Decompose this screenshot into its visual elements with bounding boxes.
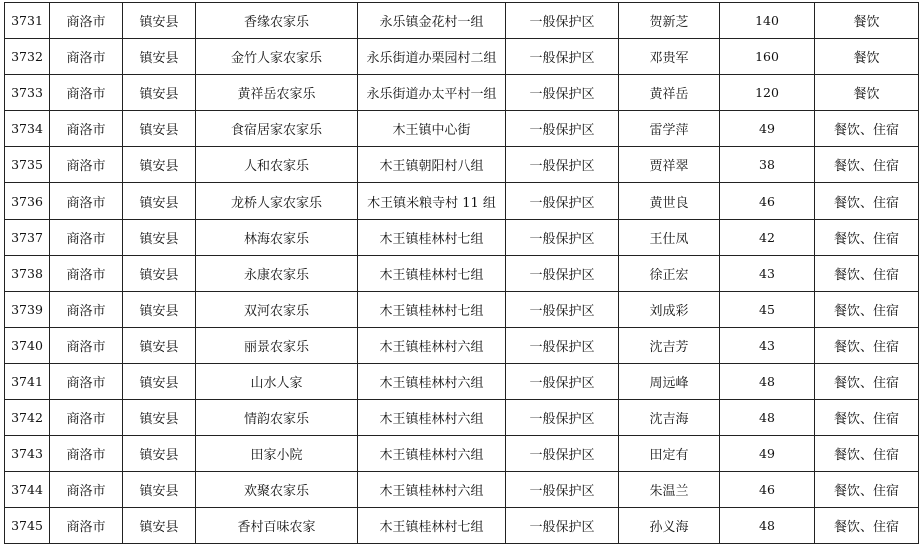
cell-owner-name: 孙义海 (619, 508, 720, 544)
cell-city: 商洛市 (50, 183, 123, 219)
cell-serial-number: 3734 (5, 111, 50, 147)
cell-city: 商洛市 (50, 363, 123, 399)
cell-city: 商洛市 (50, 327, 123, 363)
cell-capacity: 48 (720, 400, 815, 436)
cell-serial-number: 3736 (5, 183, 50, 219)
cell-address: 木王镇桂林村六组 (358, 472, 506, 508)
cell-address: 木王镇中心街 (358, 111, 506, 147)
table-row (5, 327, 919, 363)
cell-service-type: 餐饮、住宿 (815, 363, 919, 399)
cell-capacity: 49 (720, 111, 815, 147)
cell-protection-zone: 一般保护区 (506, 111, 619, 147)
cell-city: 商洛市 (50, 291, 123, 327)
cell-protection-zone: 一般保护区 (506, 436, 619, 472)
cell-serial-number: 3741 (5, 363, 50, 399)
cell-county: 镇安县 (123, 508, 196, 544)
cell-protection-zone: 一般保护区 (506, 363, 619, 399)
cell-service-type: 餐饮 (815, 75, 919, 111)
cell-address: 木王镇桂林村六组 (358, 327, 506, 363)
table-row (5, 183, 919, 219)
cell-capacity: 46 (720, 472, 815, 508)
cell-business-name: 金竹人家农家乐 (196, 39, 358, 75)
farmhouse-registry-table (4, 2, 919, 544)
cell-serial-number: 3731 (5, 3, 50, 39)
cell-city: 商洛市 (50, 436, 123, 472)
cell-business-name: 山水人家 (196, 363, 358, 399)
cell-city: 商洛市 (50, 219, 123, 255)
cell-county: 镇安县 (123, 3, 196, 39)
table-row (5, 400, 919, 436)
cell-owner-name: 徐正宏 (619, 255, 720, 291)
cell-protection-zone: 一般保护区 (506, 219, 619, 255)
cell-capacity: 43 (720, 327, 815, 363)
cell-business-name: 香村百味农家 (196, 508, 358, 544)
cell-county: 镇安县 (123, 255, 196, 291)
cell-county: 镇安县 (123, 219, 196, 255)
cell-business-name: 人和农家乐 (196, 147, 358, 183)
cell-county: 镇安县 (123, 111, 196, 147)
cell-county: 镇安县 (123, 39, 196, 75)
cell-serial-number: 3737 (5, 219, 50, 255)
cell-capacity: 48 (720, 363, 815, 399)
cell-city: 商洛市 (50, 111, 123, 147)
cell-capacity: 49 (720, 436, 815, 472)
cell-business-name: 林海农家乐 (196, 219, 358, 255)
cell-address: 木王镇桂林村六组 (358, 400, 506, 436)
table-row (5, 39, 919, 75)
cell-owner-name: 黄世良 (619, 183, 720, 219)
cell-owner-name: 朱温兰 (619, 472, 720, 508)
cell-owner-name: 贾祥翠 (619, 147, 720, 183)
cell-business-name: 龙桥人家农家乐 (196, 183, 358, 219)
cell-county: 镇安县 (123, 472, 196, 508)
cell-city: 商洛市 (50, 255, 123, 291)
cell-service-type: 餐饮、住宿 (815, 508, 919, 544)
cell-address: 木王镇桂林村七组 (358, 508, 506, 544)
cell-protection-zone: 一般保护区 (506, 400, 619, 436)
cell-service-type: 餐饮、住宿 (815, 147, 919, 183)
cell-owner-name: 沈吉芳 (619, 327, 720, 363)
cell-protection-zone: 一般保护区 (506, 255, 619, 291)
cell-county: 镇安县 (123, 363, 196, 399)
cell-serial-number: 3732 (5, 39, 50, 75)
cell-protection-zone: 一般保护区 (506, 327, 619, 363)
cell-business-name: 黄祥岳农家乐 (196, 75, 358, 111)
table-row (5, 472, 919, 508)
table-row (5, 3, 919, 39)
cell-protection-zone: 一般保护区 (506, 75, 619, 111)
cell-protection-zone: 一般保护区 (506, 3, 619, 39)
cell-address: 木王镇桂林村六组 (358, 363, 506, 399)
cell-serial-number: 3738 (5, 255, 50, 291)
cell-serial-number: 3735 (5, 147, 50, 183)
cell-protection-zone: 一般保护区 (506, 508, 619, 544)
cell-service-type: 餐饮、住宿 (815, 436, 919, 472)
cell-service-type: 餐饮 (815, 39, 919, 75)
cell-capacity: 38 (720, 147, 815, 183)
cell-service-type: 餐饮、住宿 (815, 111, 919, 147)
table-row (5, 75, 919, 111)
table-row (5, 291, 919, 327)
cell-owner-name: 田定有 (619, 436, 720, 472)
cell-service-type: 餐饮、住宿 (815, 255, 919, 291)
cell-city: 商洛市 (50, 3, 123, 39)
cell-protection-zone: 一般保护区 (506, 183, 619, 219)
cell-service-type: 餐饮、住宿 (815, 400, 919, 436)
cell-business-name: 欢聚农家乐 (196, 472, 358, 508)
cell-owner-name: 邓贵军 (619, 39, 720, 75)
cell-county: 镇安县 (123, 400, 196, 436)
cell-address: 永乐街道办太平村一组 (358, 75, 506, 111)
cell-serial-number: 3743 (5, 436, 50, 472)
cell-capacity: 48 (720, 508, 815, 544)
cell-protection-zone: 一般保护区 (506, 291, 619, 327)
cell-service-type: 餐饮、住宿 (815, 219, 919, 255)
cell-serial-number: 3739 (5, 291, 50, 327)
cell-city: 商洛市 (50, 147, 123, 183)
cell-county: 镇安县 (123, 147, 196, 183)
cell-city: 商洛市 (50, 508, 123, 544)
cell-serial-number: 3733 (5, 75, 50, 111)
cell-county: 镇安县 (123, 75, 196, 111)
cell-serial-number: 3745 (5, 508, 50, 544)
table-row (5, 363, 919, 399)
cell-protection-zone: 一般保护区 (506, 147, 619, 183)
cell-owner-name: 刘成彩 (619, 291, 720, 327)
cell-service-type: 餐饮、住宿 (815, 327, 919, 363)
cell-city: 商洛市 (50, 472, 123, 508)
cell-county: 镇安县 (123, 183, 196, 219)
cell-address: 木王镇桂林村七组 (358, 255, 506, 291)
cell-capacity: 42 (720, 219, 815, 255)
cell-owner-name: 贺新芝 (619, 3, 720, 39)
cell-capacity: 45 (720, 291, 815, 327)
cell-address: 木王镇米粮寺村 11 组 (358, 183, 506, 219)
cell-city: 商洛市 (50, 39, 123, 75)
cell-business-name: 双河农家乐 (196, 291, 358, 327)
table-row (5, 219, 919, 255)
cell-county: 镇安县 (123, 327, 196, 363)
cell-address: 木王镇桂林村六组 (358, 436, 506, 472)
cell-capacity: 43 (720, 255, 815, 291)
cell-county: 镇安县 (123, 436, 196, 472)
cell-capacity: 120 (720, 75, 815, 111)
table-row (5, 436, 919, 472)
cell-service-type: 餐饮、住宿 (815, 183, 919, 219)
cell-serial-number: 3742 (5, 400, 50, 436)
table-row (5, 147, 919, 183)
cell-address: 木王镇桂林村七组 (358, 291, 506, 327)
table-row (5, 255, 919, 291)
cell-address: 永乐街道办栗园村二组 (358, 39, 506, 75)
cell-service-type: 餐饮 (815, 3, 919, 39)
cell-protection-zone: 一般保护区 (506, 472, 619, 508)
cell-city: 商洛市 (50, 75, 123, 111)
cell-business-name: 食宿居家农家乐 (196, 111, 358, 147)
document-table-container (4, 2, 918, 544)
table-body (5, 3, 919, 544)
table-row (5, 508, 919, 544)
table-row (5, 111, 919, 147)
cell-serial-number: 3744 (5, 472, 50, 508)
cell-protection-zone: 一般保护区 (506, 39, 619, 75)
cell-service-type: 餐饮、住宿 (815, 472, 919, 508)
cell-county: 镇安县 (123, 291, 196, 327)
cell-address: 木王镇朝阳村八组 (358, 147, 506, 183)
cell-city: 商洛市 (50, 400, 123, 436)
cell-business-name: 香缘农家乐 (196, 3, 358, 39)
cell-owner-name: 王仕凤 (619, 219, 720, 255)
cell-owner-name: 沈吉海 (619, 400, 720, 436)
cell-address: 木王镇桂林村七组 (358, 219, 506, 255)
cell-address: 永乐镇金花村一组 (358, 3, 506, 39)
cell-serial-number: 3740 (5, 327, 50, 363)
cell-owner-name: 周远峰 (619, 363, 720, 399)
cell-business-name: 永康农家乐 (196, 255, 358, 291)
cell-business-name: 丽景农家乐 (196, 327, 358, 363)
cell-owner-name: 黄祥岳 (619, 75, 720, 111)
cell-capacity: 140 (720, 3, 815, 39)
cell-capacity: 160 (720, 39, 815, 75)
cell-business-name: 情韵农家乐 (196, 400, 358, 436)
cell-capacity: 46 (720, 183, 815, 219)
cell-business-name: 田家小院 (196, 436, 358, 472)
cell-owner-name: 雷学萍 (619, 111, 720, 147)
cell-service-type: 餐饮、住宿 (815, 291, 919, 327)
